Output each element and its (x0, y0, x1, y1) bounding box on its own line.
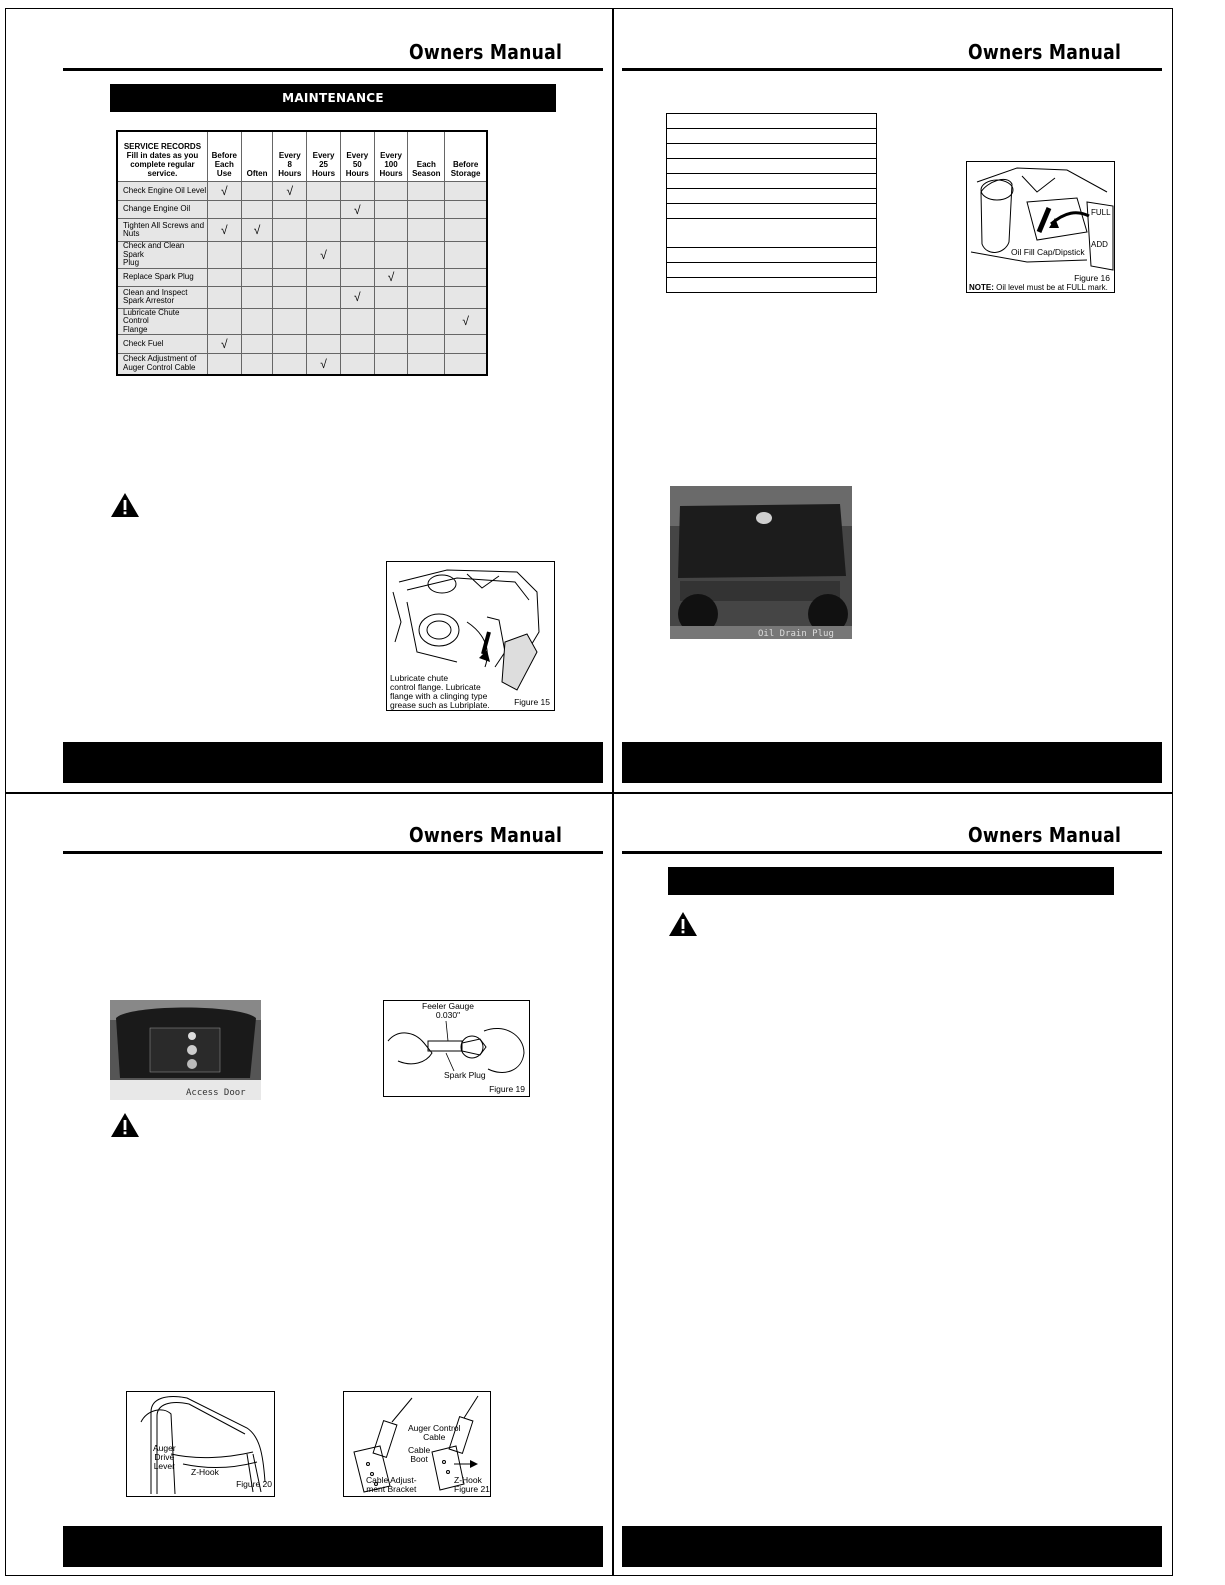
service-check-cell[interactable] (340, 201, 374, 219)
service-check-cell[interactable] (307, 201, 341, 219)
service-check-cell[interactable] (273, 354, 307, 375)
service-check-cell[interactable] (408, 335, 445, 354)
auger-control-cable-label: Auger Control Cable (408, 1423, 461, 1442)
service-check-cell[interactable] (374, 182, 408, 201)
service-check-cell[interactable] (273, 335, 307, 354)
service-check-cell[interactable] (241, 335, 273, 354)
full-mark-label: FULL (1091, 208, 1111, 217)
maintenance-banner: MAINTENANCE (110, 84, 556, 112)
service-check-cell[interactable] (408, 242, 445, 269)
figure-19-label: Figure 19 (489, 1084, 525, 1094)
service-check-cell[interactable] (445, 335, 487, 354)
service-check-cell[interactable] (340, 268, 374, 286)
page-header-title: Owners Manual (408, 823, 562, 847)
feeler-gauge-label: Feeler Gauge 0.030" (422, 1001, 474, 1020)
footer-bar (63, 742, 603, 783)
service-check-cell[interactable] (273, 182, 307, 201)
service-check-cell[interactable] (273, 268, 307, 286)
header-rule (63, 851, 603, 854)
interval-column-header: Each Season (408, 131, 445, 182)
page-header-title: Owners Manual (967, 40, 1121, 64)
service-check-cell[interactable] (340, 286, 374, 308)
table-row (117, 242, 487, 269)
service-check-cell[interactable] (408, 201, 445, 219)
service-check-cell[interactable] (445, 182, 487, 201)
check-mark: √ (320, 247, 327, 262)
interval-column-header: Every 50 Hours (340, 131, 374, 182)
interval-column-header: Every 8 Hours (273, 131, 307, 182)
table-row (117, 335, 487, 354)
service-task-cell: Change Engine Oil (117, 201, 207, 219)
service-records-heading: SERVICE RECORDS Fill in dates as you complete regular service. (117, 131, 207, 182)
service-check-cell[interactable] (340, 308, 374, 335)
service-check-cell[interactable] (307, 242, 341, 269)
service-check-cell[interactable] (340, 219, 374, 242)
service-check-cell[interactable] (207, 335, 241, 354)
table-row (117, 308, 487, 335)
service-check-cell[interactable] (307, 286, 341, 308)
table-row (117, 219, 487, 242)
figure-21-label: Figure 21 (454, 1484, 490, 1494)
table-row (117, 201, 487, 219)
spark-plug-label: Spark Plug (444, 1070, 486, 1080)
service-check-cell[interactable] (374, 201, 408, 219)
figure-19 (383, 1000, 530, 1097)
service-check-cell[interactable] (273, 286, 307, 308)
add-mark-label: ADD (1091, 240, 1108, 249)
service-check-cell[interactable] (207, 308, 241, 335)
service-check-cell[interactable] (408, 268, 445, 286)
service-check-cell[interactable] (374, 242, 408, 269)
service-check-cell[interactable] (307, 219, 341, 242)
figure-21 (343, 1391, 491, 1497)
warning-icon (668, 911, 698, 937)
access-door-photo (110, 1000, 261, 1100)
service-check-cell[interactable] (273, 201, 307, 219)
service-check-cell[interactable] (207, 354, 241, 375)
service-check-cell[interactable] (241, 308, 273, 335)
check-mark: √ (462, 314, 469, 329)
service-check-cell[interactable] (273, 308, 307, 335)
check-mark: √ (220, 184, 228, 198)
service-task-cell: Clean and Inspect Spark Arrestor (117, 286, 207, 308)
service-check-cell[interactable] (241, 354, 273, 375)
service-check-cell[interactable] (374, 354, 408, 375)
z-hook-label: Z-Hook (191, 1467, 219, 1477)
figure-16-label: Figure 16 (1074, 273, 1110, 283)
service-check-cell[interactable] (408, 219, 445, 242)
service-check-cell[interactable] (273, 242, 307, 269)
check-mark: √ (353, 290, 361, 304)
service-records-table (116, 130, 488, 376)
service-task-cell: Check Adjustment of Auger Control Cable (117, 354, 207, 375)
service-check-cell[interactable] (241, 219, 273, 242)
oil-drain-photo (670, 486, 852, 639)
service-check-cell[interactable] (241, 286, 273, 308)
table-row (117, 182, 487, 201)
service-check-cell[interactable] (374, 335, 408, 354)
table-row (117, 286, 487, 308)
service-task-cell: Check Fuel (117, 335, 207, 354)
z-hook-label: Z-Hook (454, 1475, 482, 1485)
service-check-cell[interactable] (445, 286, 487, 308)
service-check-cell[interactable] (374, 268, 408, 286)
cable-boot-label: Cable Boot (408, 1445, 431, 1464)
service-check-cell[interactable] (445, 354, 487, 375)
service-check-cell[interactable] (241, 242, 273, 269)
footer-bar (63, 1526, 603, 1567)
service-check-cell[interactable] (408, 182, 445, 201)
page-header-title: Owners Manual (408, 40, 562, 64)
service-check-cell[interactable] (307, 308, 341, 335)
service-check-cell[interactable] (445, 219, 487, 242)
service-check-cell[interactable] (340, 242, 374, 269)
auger-drive-lever-label: Auger Drive Lever (153, 1443, 176, 1471)
service-check-cell[interactable] (307, 268, 341, 286)
header-rule (622, 68, 1162, 71)
service-check-cell[interactable] (207, 219, 241, 242)
check-mark: √ (353, 202, 361, 217)
figure-16 (966, 161, 1115, 293)
service-check-cell[interactable] (445, 242, 487, 269)
table-row (117, 354, 487, 375)
check-mark: √ (286, 184, 294, 198)
service-check-cell[interactable] (207, 268, 241, 286)
figure-16-note: NOTE: Oil level must be at FULL mark. (969, 283, 1108, 292)
service-task-cell: Check Engine Oil Level (117, 182, 207, 201)
interval-column-header: Every 100 Hours (374, 131, 408, 182)
table-header-row (117, 131, 487, 182)
header-rule (63, 68, 603, 71)
figure-20 (126, 1391, 275, 1497)
service-check-cell[interactable] (408, 308, 445, 335)
service-check-cell[interactable] (307, 182, 341, 201)
service-task-cell: Replace Spark Plug (117, 268, 207, 286)
check-mark: √ (220, 223, 228, 237)
service-check-cell[interactable] (241, 201, 273, 219)
service-check-cell[interactable] (307, 354, 341, 375)
service-check-cell[interactable] (408, 286, 445, 308)
service-check-cell[interactable] (340, 182, 374, 201)
interval-column-header: Every 25 Hours (307, 131, 341, 182)
check-mark: √ (220, 337, 228, 351)
figure-15 (386, 561, 555, 711)
check-mark: √ (320, 356, 327, 371)
service-check-cell[interactable] (207, 242, 241, 269)
footer-bar (622, 742, 1162, 783)
service-check-cell[interactable] (273, 219, 307, 242)
service-check-cell[interactable] (374, 219, 408, 242)
service-task-cell: Check and Clean Spark Plug (117, 242, 207, 269)
check-mark: √ (387, 270, 395, 284)
interval-column-header: Before Storage (445, 131, 487, 182)
check-mark: √ (253, 223, 261, 237)
interval-column-header: Before Each Use (207, 131, 241, 182)
service-check-cell[interactable] (207, 201, 241, 219)
service-check-cell[interactable] (445, 268, 487, 286)
interval-column-header: Often (241, 131, 273, 182)
warning-icon (110, 1112, 140, 1138)
dipstick-callout: Oil Fill Cap/Dipstick (1011, 247, 1085, 257)
page-header-title: Owners Manual (967, 823, 1121, 847)
service-check-cell[interactable] (207, 286, 241, 308)
service-check-cell[interactable] (374, 286, 408, 308)
service-check-cell[interactable] (408, 354, 445, 375)
service-check-cell[interactable] (241, 268, 273, 286)
service-check-cell[interactable] (374, 308, 408, 335)
footer-bar (622, 1526, 1162, 1567)
warning-icon (110, 492, 140, 518)
service-check-cell[interactable] (207, 182, 241, 201)
service-check-cell[interactable] (445, 308, 487, 335)
service-check-cell[interactable] (340, 335, 374, 354)
section-banner (668, 867, 1114, 895)
figure-15-caption: Lubricate chute control flange. Lubricate flange with a clinging type grease such as Lubriplate. (390, 673, 490, 710)
service-check-cell[interactable] (340, 354, 374, 375)
blank-record-list (666, 113, 877, 293)
service-task-cell: Lubricate Chute Control Flange (117, 308, 207, 335)
access-door-label: Access Door (186, 1088, 246, 1098)
table-row (117, 268, 487, 286)
service-check-cell[interactable] (241, 182, 273, 201)
figure-15-label: Figure 15 (514, 697, 550, 707)
oil-drain-label: Oil Drain Plug (758, 629, 834, 639)
figure-20-label: Figure 20 (236, 1479, 272, 1489)
header-rule (622, 851, 1162, 854)
cable-bracket-label: Cable Adjust- ment Bracket (366, 1475, 417, 1494)
horizontal-divider (5, 792, 1173, 794)
service-check-cell[interactable] (445, 201, 487, 219)
service-check-cell[interactable] (307, 335, 341, 354)
service-task-cell: Tighten All Screws and Nuts (117, 219, 207, 242)
